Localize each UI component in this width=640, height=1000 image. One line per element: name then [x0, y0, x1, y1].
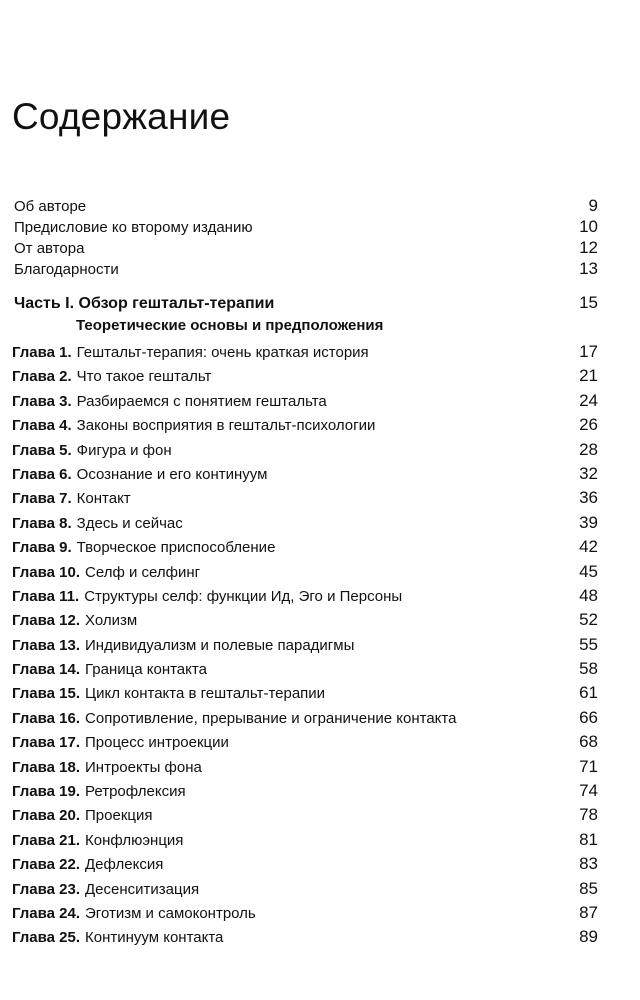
part-page: 15 [579, 293, 598, 312]
chapter-label: Глава 18. [12, 758, 81, 776]
chapter-title: Творческое приспособление [76, 539, 276, 557]
entry-title: Благодарности [14, 261, 119, 278]
chapter-title: Что такое гештальт [76, 368, 212, 386]
chapter-title: Осознание и его континуум [76, 465, 268, 483]
chapter-text [12, 585, 402, 609]
chapter-text [12, 853, 163, 877]
chapter-row [12, 535, 598, 559]
chapter-title: Селф и селфинг [85, 563, 201, 581]
chapter-row [12, 584, 598, 608]
chapter-page: 55 [579, 634, 598, 654]
chapter-page: 89 [579, 927, 598, 947]
chapter-page: 24 [579, 390, 598, 410]
chapter-text [12, 902, 256, 926]
chapter-row [12, 828, 598, 852]
chapter-page: 81 [579, 829, 598, 849]
chapter-page: 32 [579, 463, 598, 483]
chapter-page: 74 [579, 781, 598, 801]
chapter-text [12, 756, 202, 780]
chapter-text [12, 365, 211, 389]
toc-entry [14, 238, 598, 259]
chapter-list [12, 340, 598, 950]
chapter-row [12, 511, 598, 535]
chapter-text [12, 487, 131, 511]
chapter-title: Цикл контакта в гештальт-терапии [85, 685, 326, 703]
chapter-row [12, 925, 598, 949]
chapter-text [12, 731, 229, 755]
chapter-row [12, 852, 598, 876]
chapter-text [12, 341, 369, 365]
chapter-label: Глава 23. [12, 880, 81, 898]
chapter-label: Глава 20. [12, 807, 81, 825]
chapter-title: Фигура и фон [76, 441, 172, 459]
chapter-label: Глава 6. [12, 465, 72, 483]
chapter-label: Глава 7. [12, 490, 72, 508]
chapter-row [12, 901, 598, 925]
chapter-label: Глава 4. [12, 417, 72, 435]
chapter-row [12, 730, 598, 754]
chapter-title: Конфлюэнция [85, 831, 184, 849]
chapter-title: Дефлексия [85, 856, 164, 874]
chapter-text [12, 804, 152, 828]
chapter-row [12, 657, 598, 681]
chapter-label: Глава 17. [12, 734, 81, 752]
chapter-row [12, 340, 598, 364]
chapter-title: Процесс интроекции [85, 734, 229, 752]
chapter-page: 78 [579, 805, 598, 825]
chapter-title: Десенситизация [85, 880, 200, 898]
chapter-label: Глава 13. [12, 636, 81, 654]
chapter-title: Сопротивление, прерывание и ограничение контакта [85, 709, 457, 727]
chapter-page: 45 [579, 561, 598, 581]
chapter-title: Индивидуализм и полевые парадигмы [85, 636, 355, 654]
chapter-page: 87 [579, 902, 598, 922]
chapter-text [12, 414, 375, 438]
chapter-label: Глава 15. [12, 685, 81, 703]
chapter-label: Глава 14. [12, 661, 81, 679]
chapter-page: 42 [579, 537, 598, 557]
chapter-page: 21 [579, 366, 598, 386]
chapter-page: 26 [579, 415, 598, 435]
toc-entry [14, 196, 598, 217]
chapter-text [12, 878, 199, 902]
chapter-text [12, 512, 183, 536]
chapter-text [12, 658, 207, 682]
chapter-text [12, 439, 172, 463]
chapter-text [12, 780, 186, 804]
chapter-title: Здесь и сейчас [76, 514, 183, 532]
chapter-text [12, 829, 183, 853]
toc-entry [14, 217, 598, 238]
chapter-title: Континуум контакта [85, 929, 224, 947]
chapter-label: Глава 19. [12, 783, 81, 801]
chapter-label: Глава 9. [12, 539, 72, 557]
chapter-label: Глава 22. [12, 856, 81, 874]
chapter-title: Законы восприятия в гештальт-психологии [76, 417, 376, 435]
chapter-row [12, 462, 598, 486]
chapter-row [12, 803, 598, 827]
chapter-text [12, 634, 354, 658]
chapter-page: 48 [579, 585, 598, 605]
chapter-row [12, 681, 598, 705]
chapter-title: Холизм [85, 612, 138, 630]
chapter-row [12, 438, 598, 462]
chapter-title: Граница контакта [85, 661, 207, 679]
chapter-row [12, 755, 598, 779]
entry-title: Предисловие ко второму изданию [14, 219, 253, 236]
chapter-row [12, 779, 598, 803]
chapter-label: Глава 2. [12, 368, 72, 386]
entry-page: 12 [579, 238, 598, 257]
chapter-text [12, 682, 325, 706]
chapter-row [12, 633, 598, 657]
part-title-row [14, 292, 598, 315]
chapter-text [12, 609, 137, 633]
entry-title: Об авторе [14, 198, 87, 215]
chapter-page: 66 [579, 707, 598, 727]
chapter-page: 52 [579, 610, 598, 630]
chapter-text [12, 536, 275, 560]
chapter-label: Глава 1. [12, 344, 72, 361]
chapter-text [12, 707, 456, 731]
front-matter-list [14, 196, 598, 280]
chapter-title: Ретрофлексия [85, 783, 186, 801]
chapter-label: Глава 8. [12, 514, 72, 532]
chapter-text [12, 926, 223, 950]
chapter-page: 83 [579, 854, 598, 874]
page-title: Содержание [12, 96, 231, 137]
chapter-page: 71 [579, 756, 598, 776]
chapter-row [12, 389, 598, 413]
chapter-row [12, 706, 598, 730]
chapter-row [12, 560, 598, 584]
chapter-label: Глава 3. [12, 392, 72, 410]
entry-page: 10 [579, 217, 598, 236]
chapter-page: 58 [579, 659, 598, 679]
chapter-text [12, 561, 200, 585]
part-title: Часть I. Обзор гештальт-терапии [14, 295, 275, 312]
chapter-label: Глава 16. [12, 709, 81, 727]
chapter-page: 28 [579, 439, 598, 459]
chapter-row [12, 413, 598, 437]
chapter-page: 61 [579, 683, 598, 703]
chapter-page: 36 [579, 488, 598, 508]
part-heading [14, 292, 598, 337]
entry-page: 9 [588, 196, 598, 215]
chapter-page: 17 [579, 342, 598, 361]
chapter-title: Структуры селф: функции Ид, Эго и Персоны [84, 587, 403, 605]
chapter-label: Глава 12. [12, 612, 81, 630]
chapter-title: Гештальт-терапия: очень краткая история [76, 344, 369, 361]
chapter-label: Глава 24. [12, 904, 81, 922]
entry-page: 13 [579, 259, 598, 278]
chapter-row [12, 364, 598, 388]
chapter-text [12, 390, 327, 414]
chapter-label: Глава 21. [12, 831, 81, 849]
chapter-row [12, 877, 598, 901]
chapter-label: Глава 11. [12, 587, 80, 605]
chapter-label: Глава 5. [12, 441, 72, 459]
chapter-row [12, 608, 598, 632]
chapter-title: Контакт [76, 490, 131, 508]
chapter-title: Проекция [85, 807, 153, 825]
chapter-page: 85 [579, 878, 598, 898]
chapter-row [12, 486, 598, 510]
chapter-text [12, 463, 267, 487]
chapter-title: Интроекты фона [85, 758, 202, 776]
chapter-page: 68 [579, 732, 598, 752]
chapter-title: Разбираемся с понятием гештальта [76, 392, 327, 410]
chapter-page: 39 [579, 512, 598, 532]
part-subtitle: Теоретические основы и предположения [76, 317, 384, 334]
chapter-label: Глава 25. [12, 929, 81, 947]
entry-title: От автора [14, 240, 85, 257]
chapter-title: Эготизм и самоконтроль [85, 904, 256, 922]
toc-entry [14, 259, 598, 280]
chapter-label: Глава 10. [12, 563, 81, 581]
